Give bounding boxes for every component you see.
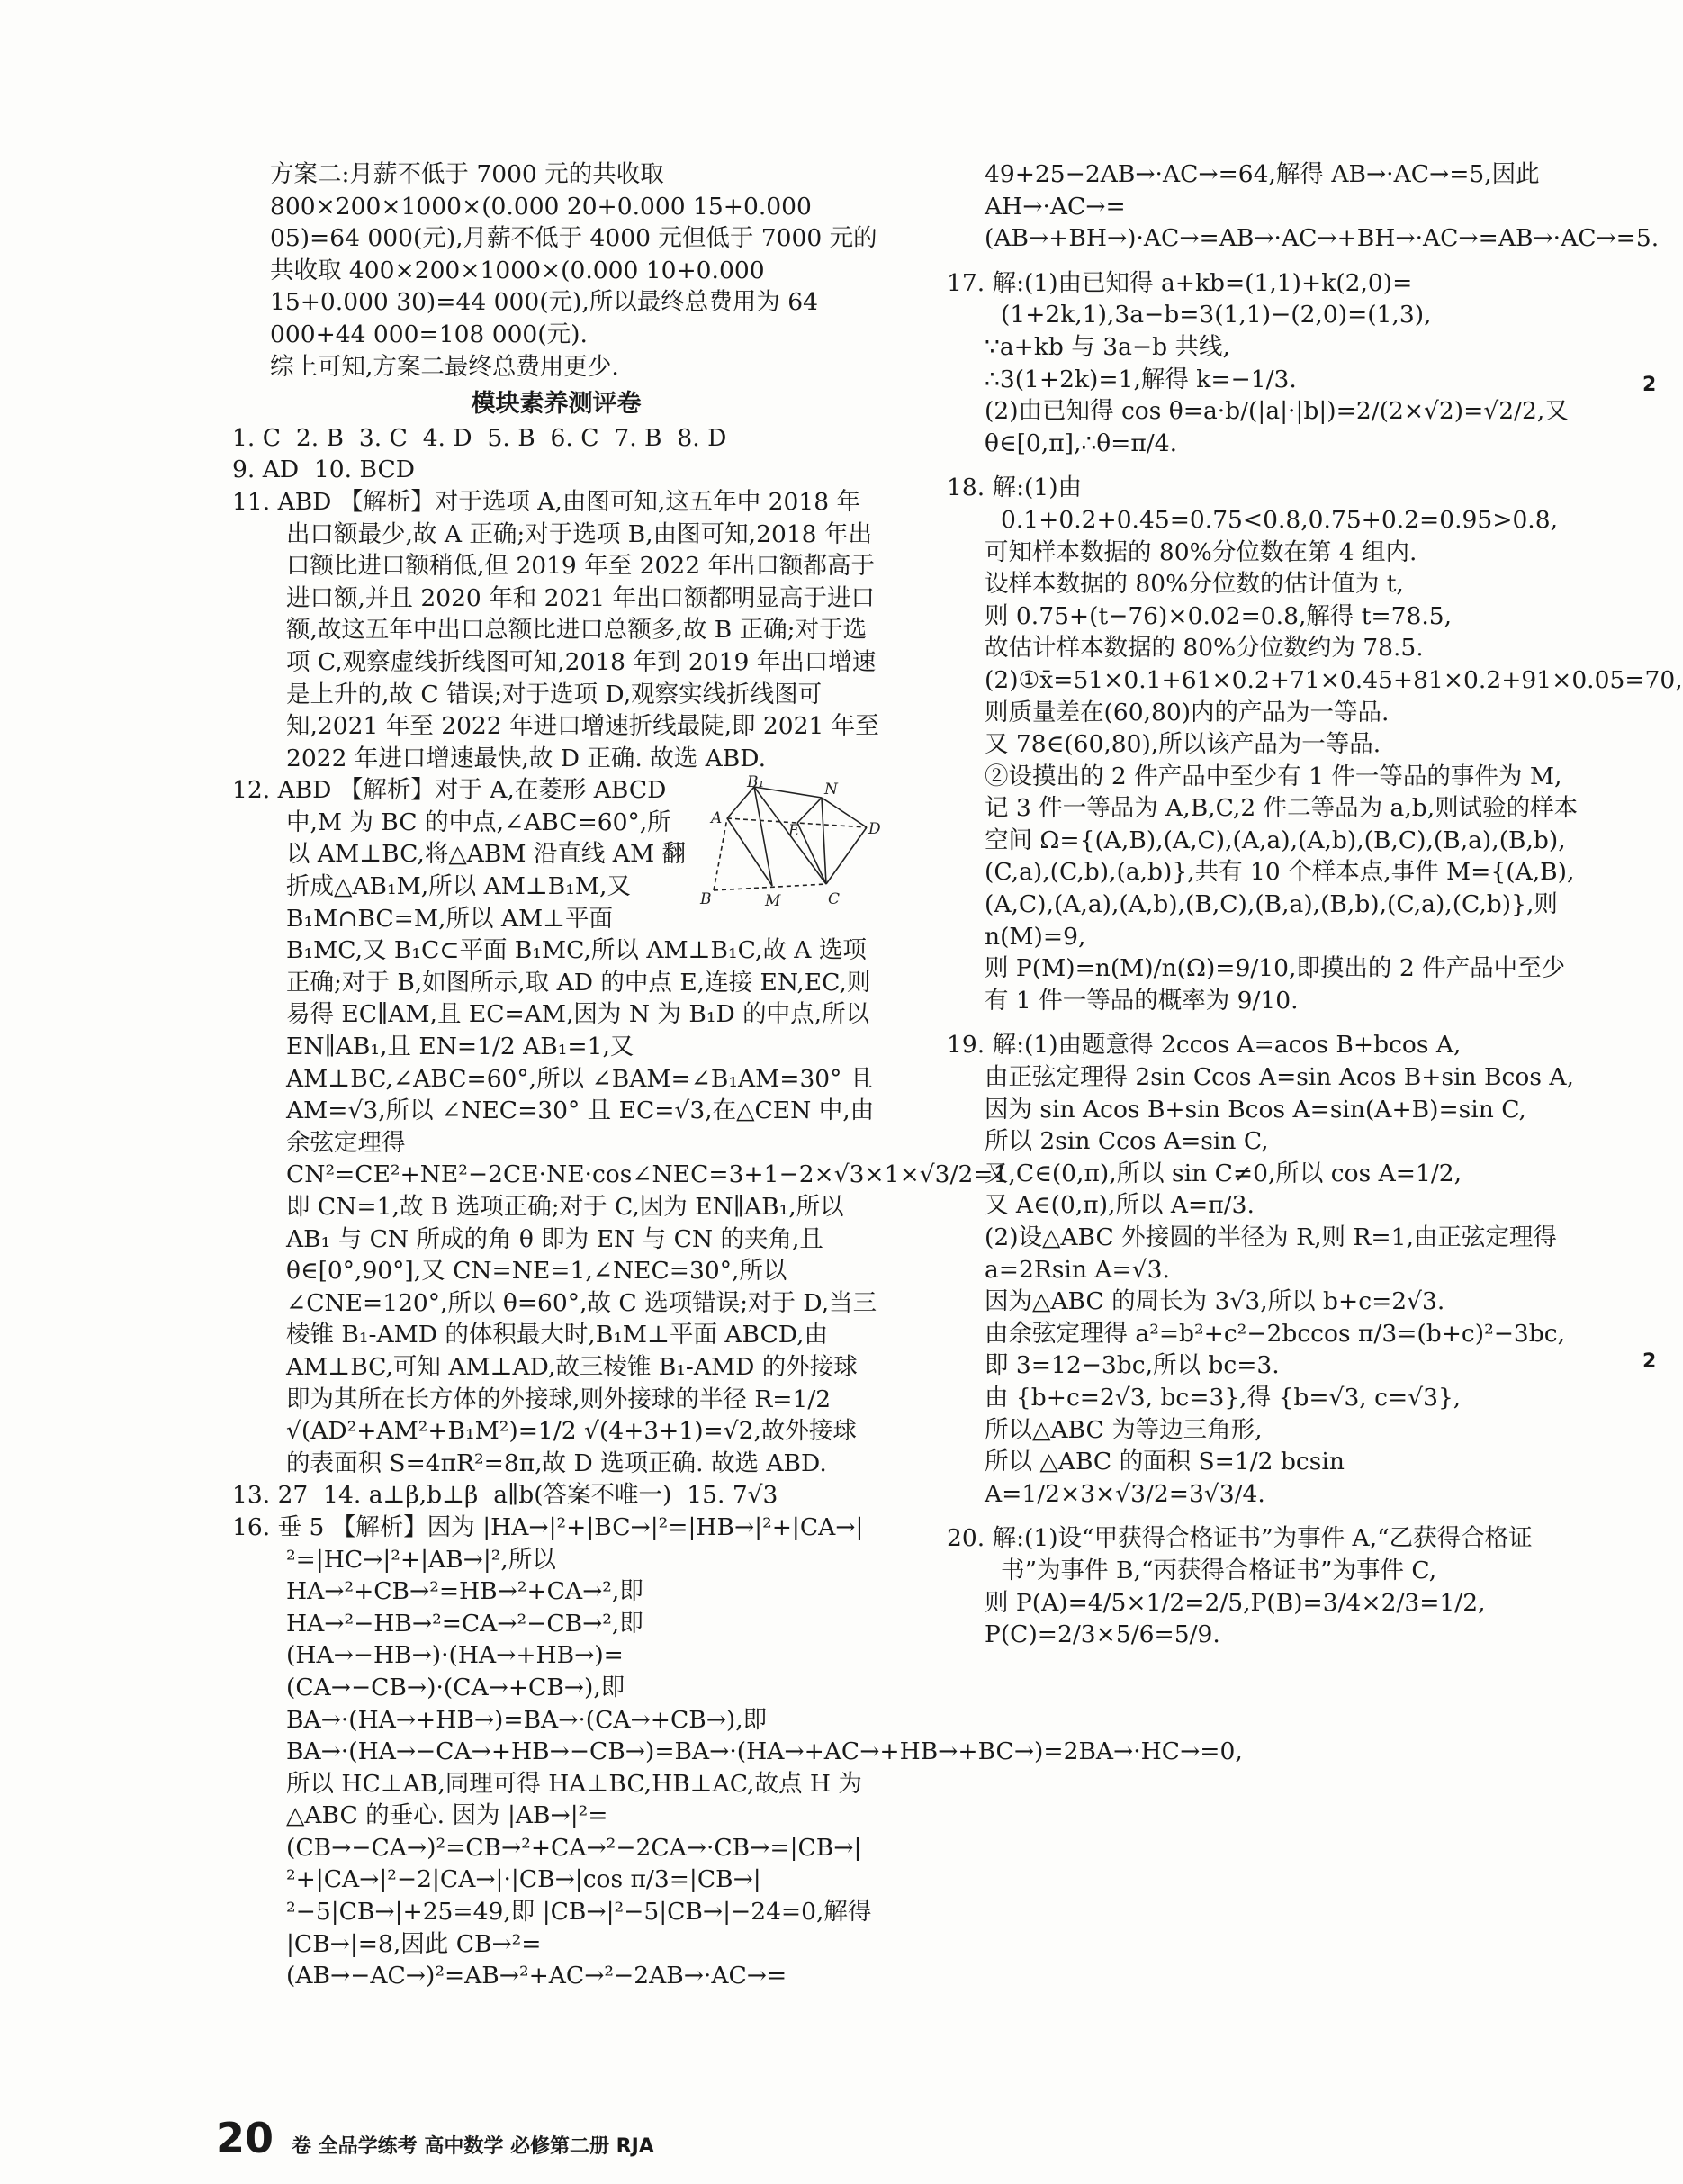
answers-9-10: 9. AD 10. BCD — [232, 456, 415, 484]
label-b: B — [700, 890, 712, 909]
edge-b-c — [714, 884, 826, 890]
edge-b-a — [714, 818, 727, 890]
page-footer — [216, 2114, 654, 2162]
question-18-line-9: ②设摸出的 2 件产品中至少有 1 件一等品的事件为 M, — [985, 762, 1562, 790]
question-19-line-7: (2)设△ABC 外接圆的半径为 R,则 R=1,由正弦定理得 a=2Rsin A=√3. — [985, 1223, 1565, 1284]
label-n: N — [824, 781, 838, 799]
intro-paragraph-1: 方案二:月薪不低于 7000 元的共收取 800×200×1000×(0.000 20+0.000 15+0.000 05)=64 000(元),月薪不低于 4000 元但低于 7000 元的共收取 400×200×1000×(0.000 10+0.000 15+0.000 30)=44 000(元),所以最终总费用为 64 000+44 000=108 000(元). — [270, 160, 878, 348]
answers-1-8: 1. C 2. B 3. C 4. D 5. B 6. C 7. B 8. D — [232, 423, 727, 452]
question-18-line-5: 故估计样本数据的 80%分位数约为 78.5. — [985, 634, 1424, 663]
edge-b1-m — [754, 787, 772, 886]
question-19-line-3: 因为 sin Acos B+sin Bcos A=sin(A+B)=sin C, — [985, 1095, 1526, 1124]
question-19-line-12: 所以 △ABC 的面积 S=1/2 bcsin A=1/2×3×√3/2=3√3/4. — [985, 1448, 1353, 1508]
question-19-line-4: 所以 2sin Ccos A=sin C, — [985, 1127, 1269, 1156]
page-number: 20 — [216, 2114, 274, 2162]
edge-n-c — [822, 798, 826, 884]
question-19-line-5: 又 C∈(0,π),所以 sin C≠0,所以 cos A=1/2, — [985, 1159, 1462, 1187]
question-19-line-2: 由正弦定理得 2sin Ccos A=sin Acos B+sin Bcos A, — [985, 1063, 1574, 1092]
question-18-line-1: 18. 解:(1)由 0.1+0.2+0.45=0.75<0.8,0.75+0.2=0.95>0.8, — [947, 474, 1559, 534]
question-19-line-9: 由余弦定理得 a²=b²+c²−2bccos π/3=(b+c)²−3bc,即 3=12−3bc,所以 bc=3. — [985, 1319, 1566, 1380]
question-12: 12. ABD 【解析】对于 A,在菱形 ABCD 中,M 为 BC 的中点,∠ABC=60°,所以 AM⊥BC,将△ABM 沿直线 AM 翻折成△AB₁M,所以 AM⊥B₁M,又 B₁M∩BC=M,所以 AM⊥平面 B₁MC,又 B₁C⊂平面 B₁MC,所以 AM⊥B₁C,故 A 选项正确;对于 B,如图所示,取 AD 的中点 E,连接 EN,EC,则易得 EC∥AM,且 EC=AM,因为 N 为 B₁D 的中点,所以 EN∥AB₁,且 EN=1/2 AB₁=1,又 AM⊥BC,∠ABC=60°,所以 ∠BAM=∠B₁AM=30° 且 AM=√3,所以 ∠NEC=30° 且 EC=√3,在△CEN 中,由余弦定理得 CN²=CE²+NE²−2CE·NE·cos∠NEC=3+1−2×√3×1×√3/2=1,即 CN=1,故 B 选项正确;对于 C,因为 EN∥AB₁,所以 AB₁ 与 CN 所成的角 θ 即为 EN 与 CN 的夹角,且 θ∈[0°,90°],又 CN=NE=1,∠NEC=30°,所以 ∠CNE=120°,所以 θ=60°,故 C 选项错误;对于 D,当三棱锥 B₁-AMD 的体积最大时,B₁M⊥平面 ABCD,由 AM⊥BC,可知 AM⊥AD,故三棱锥 B₁-AMD 的外接球即为其所在长方体的外接球,则外接球的半径 R=1/2 √(AD²+AM²+B₁M²)=1/2 √(4+3+1)=√2,故外接球的表面积 S=4πR²=8π,故 D 选项正确. 故选 ABD. — [232, 776, 1016, 1477]
question-17-line-3: ∴3(1+2k)=1,解得 k=−1/3. — [985, 365, 1297, 393]
label-m: M — [765, 892, 781, 911]
question-18-line-6: (2)①x̄=51×0.1+61×0.2+71×0.45+81×0.2+91×0.05=70, — [985, 665, 1683, 694]
question-18-line-11: 则 P(M)=n(M)/n(Ω)=9/10,即摸出的 2 件产品中至少有 1 件一等品的概率为 9/10. — [985, 954, 1566, 1015]
edge-n-d — [822, 798, 867, 827]
question-18-line-2: 可知样本数据的 80%分位数在第 4 组内. — [985, 537, 1418, 566]
question-20-line-2: 则 P(A)=4/5×1/2=2/5,P(B)=3/4×2/3=1/2, — [985, 1588, 1486, 1617]
edge-mark-1: 2 — [1642, 374, 1657, 396]
question-18-line-7: 则质量差在(60,80)内的产品为一等品. — [985, 698, 1390, 726]
question-18-line-4: 则 0.75+(t−76)×0.02=0.8,解得 t=78.5, — [985, 601, 1453, 630]
right-column — [947, 158, 1683, 1651]
section-heading: 模块素养测评卷 — [471, 390, 642, 419]
question-17-line-2: ∵a+kb 与 3a−b 共线, — [985, 332, 1230, 361]
footer-text: 卷 全品学练考 高中数学 必修第二册 RJA — [292, 2135, 654, 2158]
label-b1: B₁ — [747, 773, 765, 792]
edge-e-c — [797, 823, 826, 884]
edge-b1-a — [727, 787, 754, 818]
question-19-line-1: 19. 解:(1)由题意得 2ccos A=acos B+bcos A, — [947, 1031, 1462, 1060]
question-19-line-11: 所以△ABC 为等边三角形, — [985, 1415, 1263, 1444]
question-17-line-1: 17. 解:(1)由已知得 a+kb=(1,1)+k(2,0)=(1+2k,1),3a−b=3(1,1)−(2,0)=(1,3), — [947, 268, 1432, 329]
question-20-line-1: 20. 解:(1)设“甲获得合格证书”为事件 A,“乙获得合格证书”为事件 B,“丙获得合格证书”为事件 C, — [947, 1524, 1533, 1584]
label-e: E — [788, 822, 800, 841]
question-16-continued: 49+25−2AB→·AC→=64,解得 AB→·AC→=5,因此 AH→·AC→=(AB→+BH→)·AC→=AB→·AC→+BH→·AC→=AB→·AC→=5. — [985, 160, 1660, 253]
question-18-line-10: 记 3 件一等品为 A,B,C,2 件二等品为 a,b,则试验的样本空间 Ω={(A,B),(A,C),(A,a),(A,b),(B,C),(B,a),(B,b),(C,a),(C,b),(a,b)},共有 10 个样本点,事件 M={(A,B),(A,C),(A,a),(A,b),(B,C),(B,a),(B,b),(C,a),(C,b)},则 n(M)=9, — [985, 794, 1579, 951]
edge-e-n — [797, 798, 822, 823]
question-19-line-8: 因为△ABC 的周长为 3√3,所以 b+c=2√3. — [985, 1287, 1445, 1316]
answers-13-15: 13. 27 14. a⊥β,b⊥β a∥b(答案不唯一) 15. 7√3 — [232, 1481, 778, 1510]
geometry-figure — [700, 773, 881, 913]
question-16: 16. 垂 5 【解析】因为 |HA→|²+|BC→|²=|HB→|²+|CA→|²=|HC→|²+|AB→|²,所以 HA→²+CB→²=HB→²+CA→²,即 HA→²−HB→²=CA→²−CB→²,即(HA→−HB→)·(HA→+HB→)=(CA→−CB→)·(CA→+CB→),即 BA→·(HA→+HB→)=BA→·(CA→+CB→),即 BA→·(HA→−CA→+HB→−CB→)=BA→·(HA→+AC→+HB→+BC→)=2BA→·HC→=0,所以 HC⊥AB,同理可得 HA⊥BC,HB⊥AC,故点 H 为△ABC 的垂心. 因为 |AB→|²=(CB→−CA→)²=CB→²+CA→²−2CA→·CB→=|CB→|²+|CA→|²−2|CA→|·|CB→|cos π/3=|CB→|²−5|CB→|+25=49,即 |CB→|²−5|CB→|−24=0,解得 |CB→|=8,因此 CB→²=(AB→−AC→)²=AB→²+AC→²−2AB→·AC→= — [232, 1512, 1243, 1990]
question-11: 11. ABD 【解析】对于选项 A,由图可知,这五年中 2018 年出口额最少,故 A 正确;对于选项 B,由图可知,2018 年出口额比进口额稍低,但 2019 年至 2022 年出口额都高于进口额,并且 2020 年和 2021 年出口额都明显高于进口额,故这五年中出口总额比进口总额多,故 B 正确;对于选项 C,观察虚线折线图可知,2018 年到 2019 年出口增速是上升的,故 C 错误;对于选项 D,观察实线折线图可知,2021 年至 2022 年进口增速折线最陡,即 2021 年至 2022 年进口增速最快,故 D 正确. 故选 ABD. — [232, 487, 887, 772]
edge-c-d — [826, 827, 867, 884]
edge-mark-2: 2 — [1642, 1350, 1657, 1373]
question-19-line-10: 由 {b+c=2√3, bc=3},得 {b=√3, c=√3}, — [985, 1383, 1462, 1412]
question-20-line-3: P(C)=2/3×5/6=5/9. — [985, 1620, 1220, 1649]
question-17-line-4: (2)由已知得 cos θ=a·b/(|a|·|b|)=2/(2×√2)=√2/2,又 θ∈[0,π],∴θ=π/4. — [985, 397, 1577, 457]
question-18-line-8: 又 78∈(60,80),所以该产品为一等品. — [985, 730, 1382, 759]
label-a: A — [711, 809, 723, 828]
label-d: D — [868, 820, 881, 839]
intro-paragraph-2: 综上可知,方案二最终总费用更少. — [270, 352, 619, 381]
question-18-line-3: 设样本数据的 80%分位数的估计值为 t, — [985, 570, 1404, 599]
label-c: C — [828, 890, 841, 909]
question-19-line-6: 又 A∈(0,π),所以 A=π/3. — [985, 1191, 1255, 1220]
